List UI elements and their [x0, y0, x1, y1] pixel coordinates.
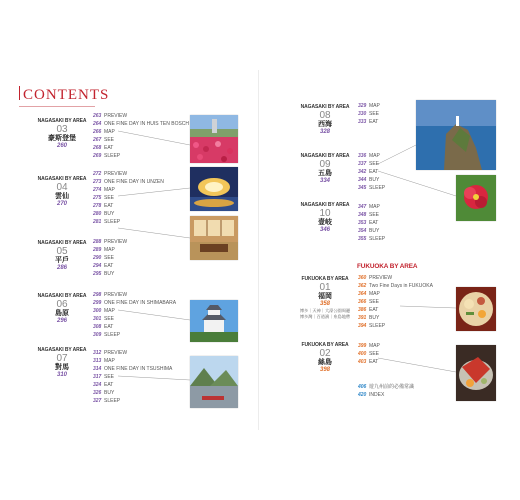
toc-label: SLEEP [369, 323, 386, 329]
area-name: 平戶 [55, 257, 69, 264]
toc-label: BUY [104, 390, 115, 396]
toc-label: EAT [369, 169, 379, 175]
toc-page: 347 [358, 204, 367, 210]
area-page: 260 [56, 143, 67, 149]
toc-page: 364 [358, 291, 367, 297]
toc-page: 275 [93, 195, 102, 201]
toc-page: 360 [358, 275, 367, 281]
toc-label: EAT [369, 359, 379, 365]
toc-page: 264 [93, 121, 102, 127]
toc-label: PREVIEW [104, 350, 128, 356]
area-page: 270 [56, 201, 67, 207]
toc-label: SEE [104, 195, 115, 201]
area-number: 01 [319, 282, 331, 293]
area-number: 05 [56, 246, 68, 257]
area-label: NAGASAKI BY AREA [37, 347, 87, 353]
toc-label: SEE [369, 351, 380, 357]
toc-page: 301 [93, 316, 102, 322]
toc-label: SEE [369, 212, 380, 218]
toc-label: SLEEP [369, 236, 386, 242]
area-label: FUKUOKA BY AREA [301, 276, 349, 282]
toc-page: 342 [358, 169, 367, 175]
toc-page: 273 [93, 179, 102, 185]
area-label: NAGASAKI BY AREA [37, 176, 87, 182]
toc-page: 266 [93, 129, 102, 135]
toc-label: MAP [369, 343, 380, 349]
toc-page: 400 [358, 351, 367, 357]
toc-page: 386 [358, 307, 367, 313]
toc-page: 300 [93, 308, 102, 314]
toc-page: 313 [93, 358, 102, 364]
area-number: 07 [56, 353, 68, 364]
area-page: 346 [319, 227, 330, 233]
toc-page: 394 [358, 323, 367, 329]
area-name: 福岡 [318, 293, 332, 300]
toc-page: 267 [93, 137, 102, 143]
toc-label: INDEX [369, 392, 385, 398]
toc-label: EAT [104, 203, 114, 209]
toc-page: 345 [358, 185, 367, 191]
toc-page: 294 [93, 263, 102, 269]
toc-label: Two Fine Days in FUKUOKA [369, 283, 433, 289]
toc-label: ONE FINE DAY IN SHIMABARA [104, 300, 177, 306]
toc-label: EAT [104, 382, 114, 388]
area-sub-districts: 博多灣｜百道濱｜糸島地帶 [299, 314, 351, 319]
toc-page: 274 [93, 187, 102, 193]
toc-page: 317 [93, 374, 102, 380]
toc-page: 366 [358, 299, 367, 305]
toc-page: 289 [93, 247, 102, 253]
toc-label: SEE [104, 316, 115, 322]
toc-label: MAP [369, 291, 380, 297]
toc-label: PREVIEW [104, 171, 128, 177]
toc-label: SEE [369, 299, 380, 305]
toc-page: 326 [93, 390, 102, 396]
toc-page: 272 [93, 171, 102, 177]
toc-label: MAP [104, 247, 115, 253]
toc-label: ONE FINE DAY IN HUIS TEN BOSCH [104, 121, 190, 127]
toc-label: MAP [369, 153, 380, 159]
toc-page: 336 [358, 153, 367, 159]
toc-label: BUY [104, 211, 115, 217]
toc-page: 324 [93, 382, 102, 388]
area-name: 豪斯登堡 [48, 135, 76, 142]
toc-label: BUY [104, 271, 115, 277]
area-page: 328 [319, 129, 330, 135]
toc-page: 403 [358, 359, 367, 365]
toc-page: 312 [93, 350, 102, 356]
area-number: 06 [56, 299, 68, 310]
toc-label: EAT [369, 220, 379, 226]
area-number: 03 [56, 124, 68, 135]
area-number: 04 [56, 182, 68, 193]
toc-label: SLEEP [104, 398, 121, 404]
toc-label: SLEEP [104, 219, 121, 225]
toc-label: BUY [369, 177, 380, 183]
toc-page: 299 [93, 300, 102, 306]
toc-label: ONE FINE DAY IN UNZEN [104, 179, 164, 185]
toc-page: 308 [93, 324, 102, 330]
toc-page: 280 [93, 211, 102, 217]
area-number: 02 [319, 348, 331, 359]
area-name: 西海 [318, 121, 332, 128]
toc-label: SEE [369, 111, 380, 117]
contents-title-text: CONTENTS [23, 87, 110, 103]
toc-page: 330 [358, 111, 367, 117]
toc-label: EAT [104, 324, 114, 330]
area-number: 09 [319, 159, 331, 170]
fukuoka-section-title: FUKUOKA BY AREA [357, 263, 418, 270]
area-label: NAGASAKI BY AREA [37, 293, 87, 299]
area-label: NAGASAKI BY AREA [37, 240, 87, 246]
area-number: 10 [319, 208, 331, 219]
area-label: NAGASAKI BY AREA [300, 104, 350, 110]
toc-page: 295 [93, 271, 102, 277]
toc-page: 344 [358, 177, 367, 183]
toc-label: SLEEP [104, 332, 121, 338]
toc-label: PREVIEW [369, 275, 393, 281]
toc-page: 314 [93, 366, 102, 372]
toc-label: EAT [104, 263, 114, 269]
area-page: 398 [319, 367, 330, 373]
toc-page: 406 [358, 384, 367, 390]
toc-label: SEE [104, 137, 115, 143]
toc-label: BUY [369, 315, 380, 321]
toc-label: MAP [369, 103, 380, 109]
toc-page: 298 [93, 292, 102, 298]
toc-page: 268 [93, 145, 102, 151]
toc-label: MAP [104, 129, 115, 135]
toc-label: 遊九州前的必備常識 [369, 384, 415, 390]
toc-page: 288 [93, 239, 102, 245]
toc-label: MAP [104, 187, 115, 193]
toc-page: 269 [93, 153, 102, 159]
area-label: NAGASAKI BY AREA [300, 153, 350, 159]
toc-page: 309 [93, 332, 102, 338]
toc-label: MAP [104, 308, 115, 314]
toc-page: 420 [358, 392, 367, 398]
toc-label: ONE FINE DAY IN TSUSHIMA [104, 366, 173, 372]
toc-page: 327 [93, 398, 102, 404]
toc-label: SEE [104, 255, 115, 261]
toc-page: 362 [358, 283, 367, 289]
toc-label: PREVIEW [104, 292, 128, 298]
area-sub-districts: 博多｜天神｜大濠公園周邊 [299, 308, 351, 313]
toc-label: EAT [369, 307, 379, 313]
toc-label: SEE [369, 161, 380, 167]
area-label: FUKUOKA BY AREA [301, 342, 349, 348]
toc-label: MAP [369, 204, 380, 210]
toc-page: 278 [93, 203, 102, 209]
toc-page: 353 [358, 220, 367, 226]
toc-page: 263 [93, 113, 102, 119]
area-name: 絲島 [318, 359, 332, 366]
area-number: 08 [319, 110, 331, 121]
toc-page: 337 [358, 161, 367, 167]
area-page: 334 [319, 178, 330, 184]
toc-label: EAT [104, 145, 114, 151]
area-label: NAGASAKI BY AREA [37, 118, 87, 124]
toc-page: 354 [358, 228, 367, 234]
toc-page: 333 [358, 119, 367, 125]
toc-label: SLEEP [369, 185, 386, 191]
area-label: NAGASAKI BY AREA [300, 202, 350, 208]
toc-page: 355 [358, 236, 367, 242]
toc-label: PREVIEW [104, 113, 128, 119]
area-name: 五島 [318, 170, 332, 177]
toc-page: 290 [93, 255, 102, 261]
area-page: 286 [56, 265, 67, 271]
area-page: 358 [319, 301, 330, 307]
toc-label: BUY [369, 228, 380, 234]
toc-page: 391 [358, 315, 367, 321]
toc-label: PREVIEW [104, 239, 128, 245]
area-page: 296 [56, 318, 67, 324]
toc-label: EAT [369, 119, 379, 125]
toc-page: 329 [358, 103, 367, 109]
area-name: 島原 [55, 310, 69, 317]
toc-page: 348 [358, 212, 367, 218]
toc-page: 281 [93, 219, 102, 225]
area-name: 對馬 [55, 364, 69, 371]
area-name: 雲仙 [55, 193, 69, 200]
area-name: 壹岐 [318, 219, 332, 226]
toc-label: MAP [104, 358, 115, 364]
toc-page: 399 [358, 343, 367, 349]
area-page: 310 [56, 372, 67, 378]
toc-label: SLEEP [104, 153, 121, 159]
toc-label: SEE [104, 374, 115, 380]
